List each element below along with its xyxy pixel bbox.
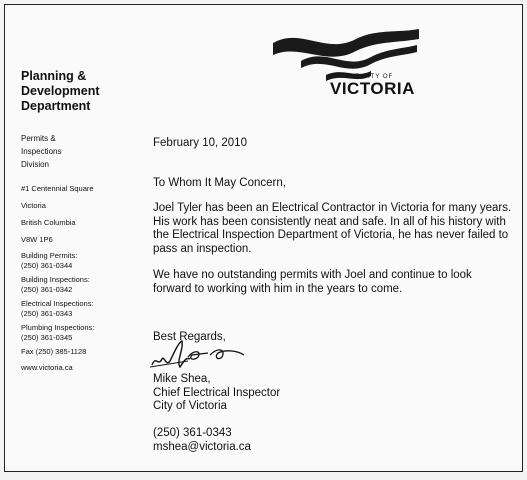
mailing-address: #1 Centennial Square Victoria British Columbia V8W 1P6 <box>21 184 94 244</box>
phone-entry: Electrical Inspections: (250) 361-0343 <box>21 299 94 318</box>
letter-body <box>153 137 513 309</box>
paragraph-2: We have no outstanding permits with Joel and continue to look forward to working with him in the years to come. <box>153 269 472 295</box>
salutation: To Whom It May Concern, <box>153 176 286 189</box>
department-name: Planning & Development Department <box>21 69 100 113</box>
phone-entry: Building Permits: (250) 361-0344 <box>21 251 78 270</box>
logo-victoria: VICTORIA <box>330 79 415 98</box>
letter-date: February 10, 2010 <box>153 137 247 149</box>
website-link[interactable]: www.victoria.ca <box>21 363 73 372</box>
signer-name: Mike Shea, <box>153 373 211 385</box>
phone-list <box>21 251 141 357</box>
contact-phone: (250) 361-0343 <box>153 427 232 439</box>
phone-entry: Building Inspections: (250) 361-0342 <box>21 275 90 294</box>
signature-icon <box>148 339 268 371</box>
signer-title: Chief Electrical Inspector <box>153 386 281 399</box>
fax-number: Fax (250) 385-1128 <box>21 347 87 356</box>
contact-block <box>153 427 251 454</box>
signer-org: City of Victoria <box>153 400 227 412</box>
letterhead-sidebar <box>21 69 141 372</box>
phone-entry: Plumbing Inspections: (250) 361-0345 <box>21 323 95 342</box>
division-name: Permits & Inspections Division <box>21 134 62 169</box>
letter-page <box>4 4 523 472</box>
logo-city-of: THE CITY OF <box>345 74 394 80</box>
paragraph-1: Joel Tyler has been an Electrical Contractor in Victoria for many years. His work has been consistently neat and safe. In all of his history with the Electrical Inspection Department of Victoria, he has never failed to pass an inspection. <box>153 202 512 255</box>
contact-email[interactable]: mshea@victoria.ca <box>153 440 251 453</box>
closing: Best Regards, <box>153 331 226 343</box>
signer-block <box>153 373 280 414</box>
